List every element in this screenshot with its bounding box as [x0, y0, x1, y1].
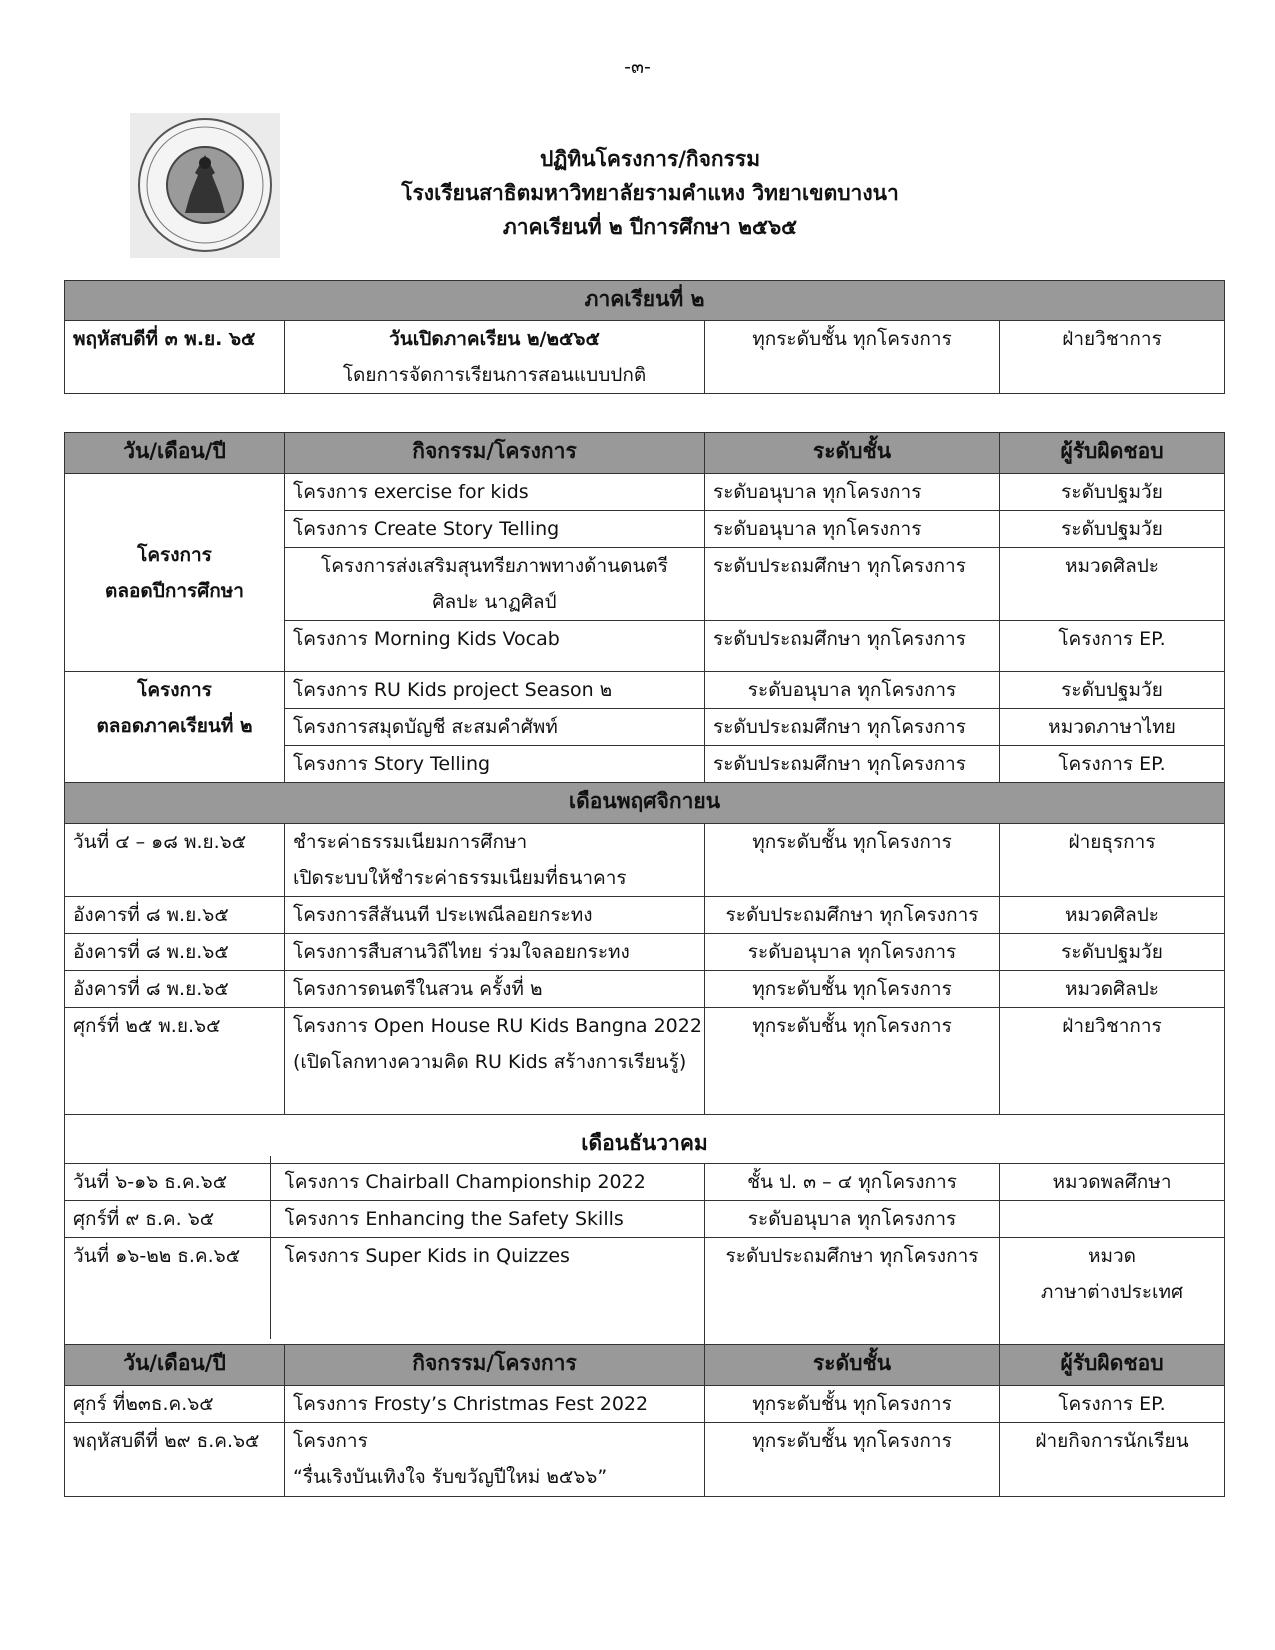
- page-number: -๓-: [624, 56, 651, 78]
- activity-cell: โครงการ Enhancing the Safety Skills: [285, 1201, 705, 1238]
- date-cell: ศุกร์ ที่๒๓ธ.ค.๖๕: [65, 1386, 285, 1423]
- title-line-3: ภาคเรียนที่ ๒ ปีการศึกษา ๒๕๖๕: [502, 215, 798, 239]
- owner-cell: โครงการ EP.: [1000, 621, 1225, 672]
- activity-line: โครงการ: [293, 1430, 368, 1452]
- month-heading-december: เดือนธันวาคม: [65, 1115, 1225, 1164]
- title-line-2: โรงเรียนสาธิตมหาวิทยาลัยรามคำแหง วิทยาเขตบางนา: [401, 181, 899, 205]
- level-cell: ทุกระดับชั้น ทุกโครงการ: [705, 1008, 1000, 1115]
- level-cell: ทุกระดับชั้น ทุกโครงการ: [705, 1423, 1000, 1497]
- date-cell: ศุกร์ที่ ๙ ธ.ค. ๖๕: [65, 1201, 285, 1238]
- activity-line: โครงการส่งเสริมสุนทรียภาพทางด้านดนตรี: [321, 555, 668, 577]
- owner-cell: หมวดศิลปะ: [1000, 897, 1225, 934]
- level-cell: ชั้น ป. ๓ – ๔ ทุกโครงการ: [705, 1164, 1000, 1201]
- owner-cell: [1000, 1238, 1225, 1345]
- semester-opening-table: [64, 280, 1225, 394]
- col-header-level: ระดับชั้น: [705, 433, 1000, 474]
- semester-label-line-2: ตลอดภาคเรียนที่ ๒: [96, 715, 253, 737]
- opening-activity-line-1: วันเปิดภาคเรียน ๒/๒๕๖๕: [389, 328, 600, 350]
- owner-cell: [1000, 1201, 1225, 1238]
- table-row: [65, 1238, 1225, 1345]
- level-cell: ระดับประถมศึกษา ทุกโครงการ: [705, 709, 1000, 746]
- table-row: [65, 1386, 1225, 1423]
- owner-cell: โครงการ EP.: [1000, 746, 1225, 783]
- activity-line: ชำระค่าธรรมเนียมการศึกษา: [293, 831, 528, 853]
- title-line-1: ปฏิทินโครงการ/กิจกรรม: [539, 147, 761, 171]
- table-row: [65, 934, 1225, 971]
- activity-cell: [285, 1423, 705, 1497]
- activity-line: เปิดระบบให้ชำระค่าธรรมเนียมที่ธนาคาร: [293, 867, 627, 889]
- month-heading-row: [65, 1115, 1225, 1164]
- owner-cell: โครงการ EP.: [1000, 1386, 1225, 1423]
- activity-line: ศิลปะ นาฏศิลป์: [432, 591, 557, 613]
- level-cell: ทุกระดับชั้น ทุกโครงการ: [705, 971, 1000, 1008]
- level-cell: ระดับประถมศึกษา ทุกโครงการ: [705, 897, 1000, 934]
- activity-cell: โครงการ Frosty’s Christmas Fest 2022: [285, 1386, 705, 1423]
- date-cell: ศุกร์ที่ ๒๕ พ.ย.๖๕: [65, 1008, 285, 1115]
- date-cell: อังคารที่ ๘ พ.ย.๖๕: [65, 934, 285, 971]
- col-header-activity: กิจกรรม/โครงการ: [285, 1345, 705, 1386]
- activity-cell: [285, 824, 705, 897]
- yearlong-label-line-1: โครงการ: [137, 543, 212, 566]
- col-header-owner: ผู้รับผิดชอบ: [1000, 1345, 1225, 1386]
- month-heading-november: เดือนพฤศจิกายน: [65, 783, 1225, 824]
- date-cell: วันที่ ๖-๑๖ ธ.ค.๖๕: [65, 1164, 285, 1201]
- owner-cell: ระดับปฐมวัย: [1000, 511, 1225, 548]
- opening-level: ทุกระดับชั้น ทุกโครงการ: [705, 321, 1000, 394]
- school-logo: [130, 113, 280, 258]
- owner-cell: ฝ่ายวิชาการ: [1000, 1008, 1225, 1115]
- level-cell: ระดับอนุบาล ทุกโครงการ: [705, 1201, 1000, 1238]
- level-cell: ทุกระดับชั้น ทุกโครงการ: [705, 1386, 1000, 1423]
- activity-cell: โครงการสีสันนที ประเพณีลอยกระทง: [285, 897, 705, 934]
- owner-line: ภาษาต่างประเทศ: [1040, 1281, 1184, 1303]
- owner-cell: หมวดศิลปะ: [1000, 971, 1225, 1008]
- date-cell: อังคารที่ ๘ พ.ย.๖๕: [65, 971, 285, 1008]
- yearlong-label-line-2: ตลอดปีการศึกษา: [105, 579, 244, 602]
- table-row: [65, 897, 1225, 934]
- opening-date: พฤหัสบดีที่ ๓ พ.ย. ๖๕: [65, 321, 285, 394]
- table-row: [65, 824, 1225, 897]
- activity-cell: โครงการ exercise for kids: [285, 474, 705, 511]
- level-cell: ระดับอนุบาล ทุกโครงการ: [705, 934, 1000, 971]
- december-divider: [270, 1156, 271, 1339]
- semester-label: [65, 672, 285, 783]
- col-header-owner: ผู้รับผิดชอบ: [1000, 433, 1225, 474]
- opening-activity: [285, 321, 705, 394]
- activity-cell: โครงการสมุดบัญชี สะสมคำศัพท์: [285, 709, 705, 746]
- semester-label-line-1: โครงการ: [137, 679, 212, 701]
- col-header-date: วัน/เดือน/ปี: [65, 433, 285, 474]
- date-cell: พฤหัสบดีที่ ๒๙ ธ.ค.๖๕: [65, 1423, 285, 1497]
- table-row: [65, 474, 1225, 511]
- table-row: [65, 1201, 1225, 1238]
- activity-cell: โครงการ Create Story Telling: [285, 511, 705, 548]
- col-header-level: ระดับชั้น: [705, 1345, 1000, 1386]
- level-cell: ระดับประถมศึกษา ทุกโครงการ: [705, 621, 1000, 672]
- activity-cell: โครงการดนตรีในสวน ครั้งที่ ๒: [285, 971, 705, 1008]
- table-row: [65, 1164, 1225, 1201]
- column-header-row: [65, 433, 1225, 474]
- semester-banner: ภาคเรียนที่ ๒: [65, 281, 1225, 321]
- col-header-activity: กิจกรรม/โครงการ: [285, 433, 705, 474]
- table-row: [65, 672, 1225, 709]
- owner-cell: ระดับปฐมวัย: [1000, 474, 1225, 511]
- date-cell: อังคารที่ ๘ พ.ย.๖๕: [65, 897, 285, 934]
- owner-cell: ระดับปฐมวัย: [1000, 934, 1225, 971]
- activity-line: “รื่นเริงบันเทิงใจ รับขวัญปีใหม่ ๒๕๖๖”: [293, 1466, 608, 1488]
- activity-cell: โครงการ Super Kids in Quizzes: [285, 1238, 705, 1345]
- level-cell: ระดับอนุบาล ทุกโครงการ: [705, 474, 1000, 511]
- owner-cell: หมวดศิลปะ: [1000, 548, 1225, 621]
- month-heading-row: [65, 783, 1225, 824]
- activity-cell: [285, 548, 705, 621]
- col-header-date: วัน/เดือน/ปี: [65, 1345, 285, 1386]
- owner-cell: หมวดพลศึกษา: [1000, 1164, 1225, 1201]
- activity-cell: [285, 1008, 705, 1115]
- activity-cell: โครงการ RU Kids project Season ๒: [285, 672, 705, 709]
- date-cell: วันที่ ๔ – ๑๘ พ.ย.๖๕: [65, 824, 285, 897]
- activity-cell: โครงการ Morning Kids Vocab: [285, 621, 705, 672]
- level-cell: ระดับอนุบาล ทุกโครงการ: [705, 511, 1000, 548]
- opening-owner: ฝ่ายวิชาการ: [1000, 321, 1225, 394]
- level-cell: ระดับอนุบาล ทุกโครงการ: [705, 672, 1000, 709]
- level-cell: ทุกระดับชั้น ทุกโครงการ: [705, 824, 1000, 897]
- table-row: [65, 1008, 1225, 1115]
- owner-cell: ฝ่ายกิจการนักเรียน: [1000, 1423, 1225, 1497]
- table-row: [65, 1423, 1225, 1497]
- owner-cell: ฝ่ายธุรการ: [1000, 824, 1225, 897]
- level-cell: ระดับประถมศึกษา ทุกโครงการ: [705, 1238, 1000, 1345]
- schedule-table: [64, 432, 1225, 1497]
- opening-activity-line-2: โดยการจัดการเรียนการสอนแบบปกติ: [342, 364, 647, 386]
- owner-line: หมวด: [1087, 1245, 1137, 1267]
- level-cell: ระดับประถมศึกษา ทุกโครงการ: [705, 746, 1000, 783]
- owner-cell: หมวดภาษาไทย: [1000, 709, 1225, 746]
- activity-line: (เปิดโลกทางความคิด RU Kids สร้างการเรียนรู้): [293, 1051, 687, 1073]
- level-cell: ระดับประถมศึกษา ทุกโครงการ: [705, 548, 1000, 621]
- activity-line: โครงการ Open House RU Kids Bangna 2022: [293, 1015, 702, 1037]
- column-header-row-repeat: [65, 1345, 1225, 1386]
- yearlong-label: [65, 474, 285, 672]
- owner-cell: ระดับปฐมวัย: [1000, 672, 1225, 709]
- table-row: [65, 971, 1225, 1008]
- date-cell: วันที่ ๑๖-๒๒ ธ.ค.๖๕: [65, 1238, 285, 1345]
- activity-cell: โครงการ Story Telling: [285, 746, 705, 783]
- activity-cell: โครงการ Chairball Championship 2022: [285, 1164, 705, 1201]
- title-block: [300, 142, 1000, 244]
- activity-cell: โครงการสืบสานวิถีไทย ร่วมใจลอยกระทง: [285, 934, 705, 971]
